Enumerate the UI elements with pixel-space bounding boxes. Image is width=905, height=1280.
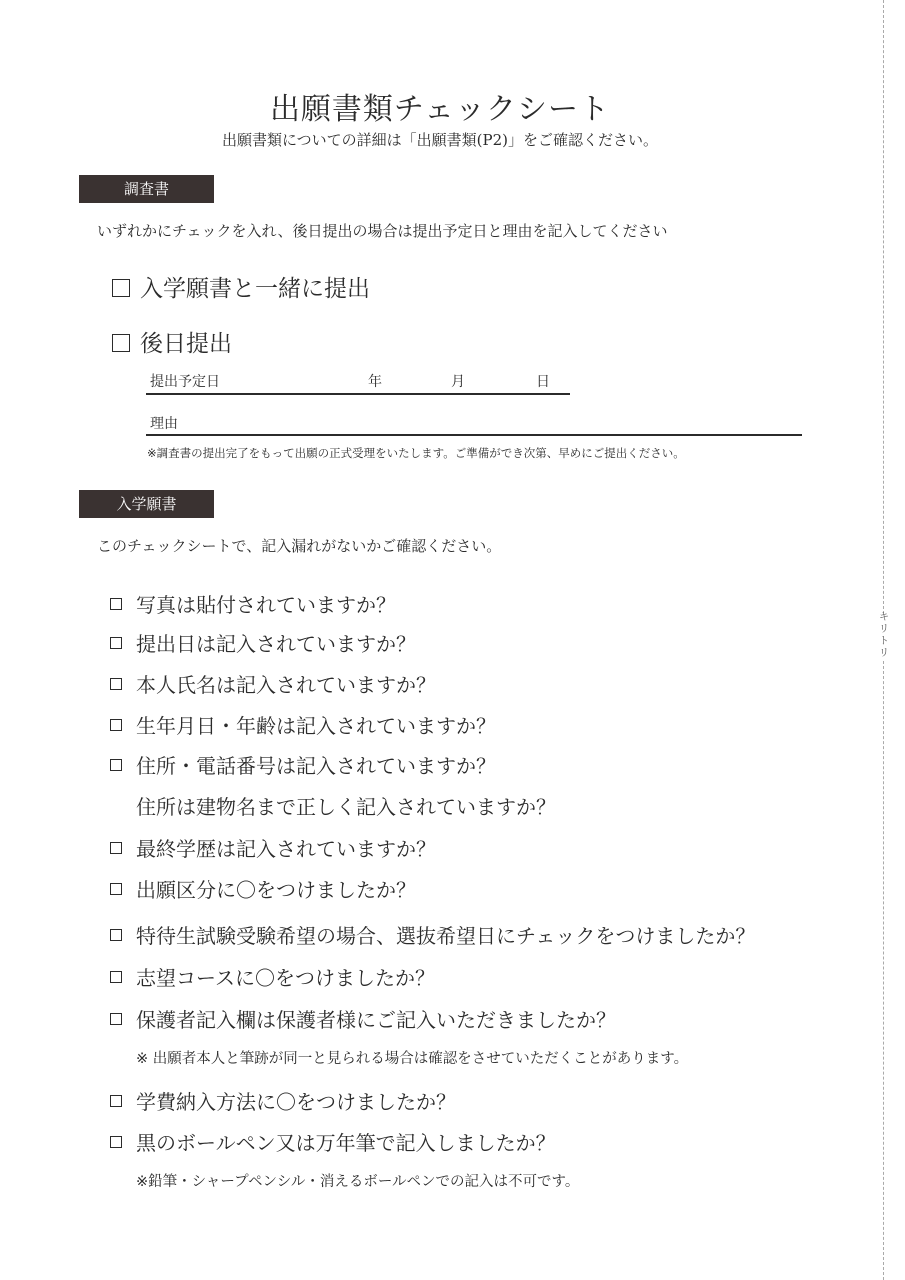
checkbox[interactable]: [110, 678, 122, 690]
checkbox[interactable]: [110, 1095, 122, 1107]
checklist-item-guardian[interactable]: [110, 1004, 616, 1033]
section-label-application: 入学願書: [79, 490, 214, 518]
checklist-item-label: 写真は貼付されていますか？: [136, 593, 396, 617]
planned-date-label: 提出予定日: [150, 374, 220, 390]
checklist-item-label: 出願区分に〇をつけましたか？: [136, 878, 416, 902]
checklist-item-photo[interactable]: [110, 589, 396, 618]
page-subtitle: 出願書類についての詳細は「出願書類(P2)」をご確認ください。: [221, 131, 659, 149]
checkbox[interactable]: [110, 842, 122, 854]
checkbox[interactable]: [110, 1136, 122, 1148]
guardian-note: ※ 出願者本人と筆跡が同一と見られる場合は確認をさせていただくことがあります。: [136, 1051, 689, 1067]
page-title: 出願書類チェックシート: [269, 92, 611, 127]
pen-note: ※鉛筆・シャープペンシル・消えるボールペンでの記入は不可です。: [136, 1174, 580, 1190]
option-submit-later-label: 後日提出: [140, 331, 232, 357]
year-label: 年: [368, 374, 382, 390]
survey-instruction: いずれかにチェックを入れ、後日提出の場合は提出予定日と理由を記入してください: [97, 222, 668, 240]
checklist-item-category[interactable]: [110, 874, 416, 903]
checklist-item-address[interactable]: [110, 750, 496, 779]
reason-line[interactable]: [146, 434, 802, 436]
checklist-item-submit-date[interactable]: [110, 628, 416, 657]
application-instruction: このチェックシートで、記入漏れがないかご確認ください。: [97, 537, 502, 555]
checklist-item-label: 志望コースに〇をつけましたか？: [136, 966, 435, 990]
checklist-item-name[interactable]: [110, 669, 436, 698]
checkbox[interactable]: [110, 719, 122, 731]
address-sub-question: 住所は建物名まで正しく記入されていますか？: [136, 795, 556, 819]
checkbox[interactable]: [110, 929, 122, 941]
month-label: 月: [451, 374, 465, 390]
option-submit-later[interactable]: [112, 325, 232, 358]
checklist-item-label: 特待生試験受験希望の場合、選抜希望日にチェックをつけましたか？: [136, 924, 756, 948]
checkbox[interactable]: [110, 971, 122, 983]
checklist-item-payment[interactable]: [110, 1086, 456, 1115]
checkbox-submit-later[interactable]: [112, 334, 130, 352]
planned-date-line[interactable]: [146, 393, 570, 395]
section-label-survey: 調査書: [79, 175, 214, 203]
option-submit-together[interactable]: [112, 270, 370, 303]
cut-label: キリトリ: [879, 612, 889, 659]
checklist-item-label: 生年月日・年齢は記入されていますか？: [136, 714, 496, 738]
checklist-item-birthdate[interactable]: [110, 710, 496, 739]
checkbox[interactable]: [110, 1013, 122, 1025]
checklist-item-label: 保護者記入欄は保護者様にご記入いただきましたか？: [136, 1008, 616, 1032]
option-submit-together-label: 入学願書と一緒に提出: [140, 276, 370, 302]
reason-label: 理由: [150, 416, 178, 432]
checklist-item-scholarship[interactable]: [110, 920, 755, 949]
survey-note: ※調査書の提出完了をもって出願の正式受理をいたします。ご準備ができ次第、早めにご提出ください。: [147, 446, 685, 460]
checkbox[interactable]: [110, 637, 122, 649]
checkbox-submit-together[interactable]: [112, 279, 130, 297]
checklist-item-course[interactable]: [110, 962, 435, 991]
checklist-item-label: 本人氏名は記入されていますか？: [136, 673, 436, 697]
checklist-item-label: 最終学歴は記入されていますか？: [136, 837, 436, 861]
day-label: 日: [536, 374, 550, 390]
checklist-item-pen[interactable]: [110, 1127, 556, 1156]
checkbox[interactable]: [110, 759, 122, 771]
checkbox[interactable]: [110, 883, 122, 895]
checklist-item-label: 黒のボールペン又は万年筆で記入しましたか？: [136, 1131, 556, 1155]
checklist-item-label: 学費納入方法に〇をつけましたか？: [136, 1090, 456, 1114]
checklist-item-label: 住所・電話番号は記入されていますか？: [136, 754, 496, 778]
checkbox[interactable]: [110, 598, 122, 610]
checklist-item-label: 提出日は記入されていますか？: [136, 632, 416, 656]
checklist-item-education[interactable]: [110, 833, 436, 862]
